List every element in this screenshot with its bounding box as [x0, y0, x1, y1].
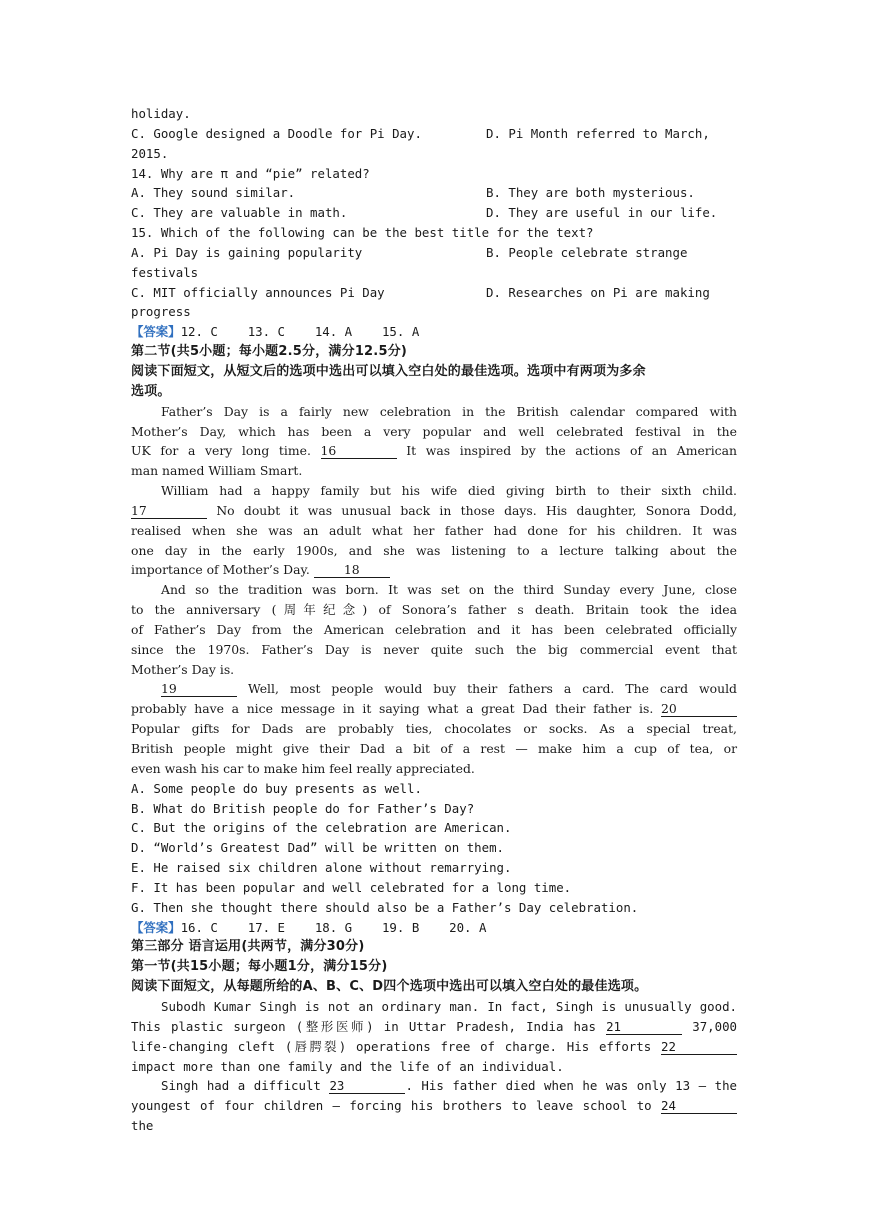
passage-p4-line5: even wash his car to make him feel really appreciated.	[131, 760, 475, 776]
q15-option-b: B. People celebrate strange	[486, 244, 688, 260]
q15-option-d: D. Researches on Pi are making	[486, 284, 710, 300]
blank-20[interactable]: 20	[661, 701, 737, 717]
blank-24[interactable]: 24	[661, 1098, 737, 1114]
q15-option-d-cont: progress	[131, 304, 191, 320]
section-1-heading: 第一节(共15小题；每小题1分，满分15分)	[131, 959, 388, 975]
q15-option-b-cont: festivals	[131, 264, 199, 280]
cloze-p1-line2: This plastic surgeon (整形医师) in Uttar Pradesh, India has 21 37,000	[131, 1018, 738, 1034]
passage-p2-line1: William had a happy family but his wife died giving birth to their sixth child.	[161, 483, 737, 499]
section-2-instruction-1: 阅读下面短文，从短文后的选项中选出可以填入空白处的最佳选项。选项中有两项为多余	[131, 363, 646, 379]
answer-tag: 【答案】	[131, 324, 181, 340]
option-g: G. Then she thought there should also be a Father’s Day celebration.	[131, 899, 639, 915]
passage-p4-line2: probably have a nice message in it saying what a great Dad their father is. 20	[131, 699, 737, 719]
passage-p3-line5: Mother’s Day is.	[131, 661, 235, 677]
blank-23[interactable]: 23	[329, 1078, 405, 1094]
blank-18[interactable]: 18	[314, 562, 390, 578]
passage-p4-line4: British people might give their Dad a bit of a rest — make him a cup of tea, or	[131, 741, 737, 756]
passage-p1-line3: UK for a very long time. 16 It was inspired by the actions of an American	[131, 443, 737, 459]
option-d: D. “World’s Greatest Dad” will be written on them.	[131, 840, 504, 856]
blank-22[interactable]: 22	[661, 1039, 737, 1055]
passage-p1-line4: man named William Smart.	[131, 463, 303, 479]
passage-p2-line2: 17 No doubt it was unusual back in those days. His daughter, Sonora Dodd,	[131, 502, 737, 518]
q15-stem: 15. Which of the following can be the best title for the text?	[131, 225, 594, 241]
q13-options-cd	[131, 124, 737, 144]
option-b: B. What do British people do for Father’s Day?	[131, 800, 475, 816]
part-3-heading: 第三部分 语言运用(共两节，满分30分)	[131, 939, 365, 955]
cloze-p1-line3: life-changing cleft (唇腭裂) operations free of charge. His efforts 22	[131, 1037, 737, 1057]
q13-option-c: C. Google designed a Doodle for Pi Day.	[131, 125, 422, 141]
q14-options-ab	[131, 183, 737, 203]
answer-line-1	[131, 322, 737, 342]
passage-p1-line2: Mother’s Day, which has been a very popular and well celebrated festival in the	[131, 423, 737, 439]
cloze-p1-line4: impact more than one family and the life of an individual.	[131, 1058, 564, 1074]
passage-p4-line3: Popular gifts for Dads are probably ties, chocolates or socks. As a special treat,	[131, 721, 737, 737]
passage-p3-line3: of Father’s Day from the American celebration and it has been celebrated officially	[131, 621, 737, 637]
q15-options-cd	[131, 283, 737, 303]
section-2-instruction-2: 选项。	[131, 383, 171, 399]
cloze-p1-line1: Subodh Kumar Singh is not an ordinary man. In fact, Singh is unusually good.	[161, 998, 737, 1014]
q13-tail: holiday.	[131, 106, 191, 121]
answers-16-20: 16. C 17. E 18. G 19. B 20. A	[180, 919, 487, 935]
passage-p3-line1: And so the tradition was born. It was set on the third Sunday every June, close	[161, 582, 737, 598]
document-page	[131, 104, 738, 1134]
passage-p2-line3: realised when she was an adult what her father had done for his children. It was	[131, 522, 737, 538]
cloze-p2-line2: youngest of four children — forcing his brothers to leave school to 24 the	[131, 1096, 737, 1116]
q14-option-b: B. They are both mysterious.	[486, 185, 695, 201]
passage-p4-line1: 19 Well, most people would buy their fathers a card. The card would	[161, 681, 737, 697]
q14-options-cd	[131, 203, 737, 223]
blank-17[interactable]: 17	[131, 503, 207, 519]
q14-option-c: C. They are valuable in math.	[131, 205, 348, 221]
answers-12-15: 12. C 13. C 14. A 15. A	[180, 324, 420, 340]
q14-option-d: D. They are useful in our life.	[486, 205, 718, 221]
passage-p1-line1: Father’s Day is a fairly new celebration in the British calendar compared with	[161, 403, 737, 419]
passage-p3-line2: to the anniversary (周年纪念) of Sonora’s father s death. Britain took the idea	[131, 602, 737, 618]
q15-option-a: A. Pi Day is gaining popularity	[131, 244, 363, 260]
blank-21[interactable]: 21	[606, 1019, 682, 1035]
q15-options-ab	[131, 243, 737, 263]
passage-p3-line4: since the 1970s. Father’s Day is never quite such the big commercial event that	[131, 641, 737, 657]
option-e: E. He raised six children alone without remarrying.	[131, 860, 512, 876]
option-f: F. It has been popular and well celebrated for a long time.	[131, 879, 572, 895]
option-c: C. But the origins of the celebration are American.	[131, 820, 512, 836]
q14-option-a: A. They sound similar.	[131, 185, 296, 201]
answer-line-2	[131, 918, 737, 938]
section-2-heading: 第二节(共5小题；每小题2.5分，满分12.5分)	[131, 344, 408, 360]
q15-option-c: C. MIT officially announces Pi Day	[131, 284, 385, 300]
passage-p2-line4: one day in the early 1900s, and she was listening to a lecture talking about the	[131, 542, 737, 558]
option-a: A. Some people do buy presents as well.	[131, 780, 422, 796]
section-1-instruction: 阅读下面短文，从每题所给的A、B、C、D四个选项中选出可以填入空白处的最佳选项。	[131, 979, 648, 995]
cloze-p2-line1: Singh had a difficult 23 . His father died when he was only 13 — the	[161, 1078, 737, 1094]
passage-p2-line5: importance of Mother’s Day. 18	[131, 560, 737, 580]
blank-19[interactable]: 19	[161, 681, 237, 697]
answer-tag: 【答案】	[131, 919, 181, 935]
q13-option-d: D. Pi Month referred to March,	[486, 125, 710, 141]
q13-option-d-cont: 2015.	[131, 145, 169, 161]
q14-stem: 14. Why are π and “pie” related?	[131, 165, 370, 181]
blank-16[interactable]: 16	[321, 443, 397, 459]
